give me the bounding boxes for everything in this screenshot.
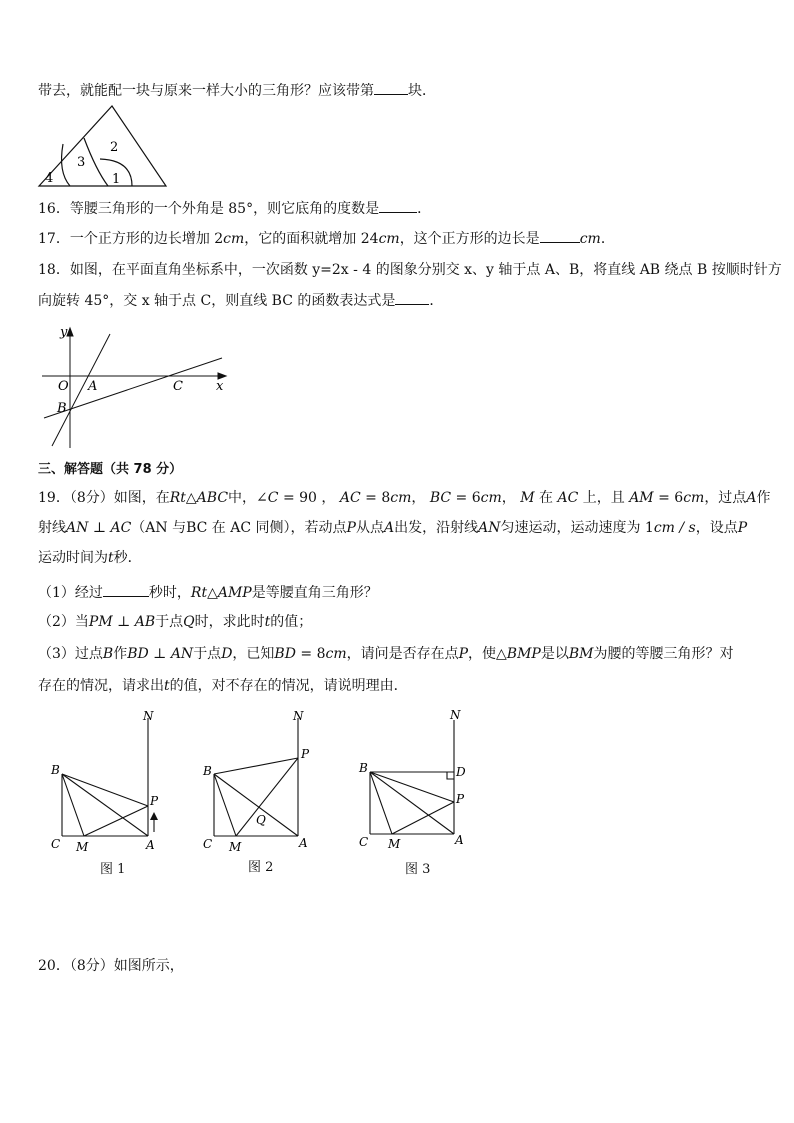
q19-l2-perp: ⊥ xyxy=(88,520,111,536)
up-arrow-icon xyxy=(150,812,158,820)
q19-l1-am: AM xyxy=(629,490,654,506)
segment-bp xyxy=(62,774,148,806)
figure-3-caption: 图 3 xyxy=(405,862,431,877)
q19-l3-a: 运动时间为 xyxy=(38,550,108,566)
q19-p1-answer-blank[interactable] xyxy=(103,582,149,597)
q16-end: ． xyxy=(417,201,432,217)
q19-p3-a: （3）过点 xyxy=(38,646,103,662)
q18-line-2 xyxy=(38,290,443,311)
q17-line xyxy=(38,228,615,249)
line-bc xyxy=(44,358,222,418)
fig1-label-a: A xyxy=(146,838,155,852)
q19-l1-pa: A xyxy=(746,490,757,506)
q19-p2-pm: PM xyxy=(88,614,113,630)
q19-l1-cvar: C xyxy=(267,490,279,506)
q16-line xyxy=(38,198,431,219)
q19-p1-tri: △AMP xyxy=(207,585,252,601)
q19-l1-tri: △ABC xyxy=(185,490,229,506)
q19-p3-dvar: D xyxy=(221,646,233,662)
fig3-label-m: M xyxy=(388,837,401,851)
fig2-label-m: M xyxy=(229,840,242,854)
fig3-label-a: A xyxy=(455,833,464,847)
q19-l2-f: ，设点 xyxy=(695,520,738,536)
q19-p3b-b: 的值，对不存在的情况，请说明理由． xyxy=(169,678,408,694)
q20-line: 20．（8分）如图所示， xyxy=(38,958,184,974)
q19-line-1 xyxy=(38,488,770,508)
fig2-label-c: C xyxy=(203,837,213,851)
q19-l1-cm3: cm xyxy=(683,490,705,506)
q19-l2-a: 射线 xyxy=(38,520,66,536)
q19-p2-t: t xyxy=(264,614,271,630)
q19-l1-amval: = 6 xyxy=(653,490,684,506)
q17-unit-c: cm xyxy=(579,231,601,247)
q15-triangle-figure xyxy=(36,104,170,190)
q19-l1-rt: Rt xyxy=(169,490,186,506)
q17-unit-a: cm xyxy=(223,231,245,247)
q19-p1-b: 秒时， xyxy=(148,585,191,601)
piece-label-4: 4 xyxy=(45,171,54,186)
q19-part-1 xyxy=(38,582,378,603)
q19-line-2 xyxy=(38,518,747,538)
q19-l1-bcval: = 6 xyxy=(451,490,481,506)
right-angle-mark xyxy=(447,772,454,779)
triangle-outline xyxy=(39,106,166,186)
q19-p3b-a: 存在的情况，请求出 xyxy=(38,678,164,694)
q19-p3-e: ，请问是否存在点 xyxy=(346,646,459,662)
q19-p3-perp: ⊥ xyxy=(148,646,171,662)
q19-l1-ac2: AC xyxy=(557,490,579,506)
q19-p3b-t: t xyxy=(164,678,170,694)
label-c: C xyxy=(173,379,183,394)
q19-part-2 xyxy=(38,612,312,632)
q19-part-3-line-2 xyxy=(38,676,408,696)
figure-2 xyxy=(198,706,328,856)
segment-mp xyxy=(392,802,454,834)
fig1-label-n: N xyxy=(143,709,154,723)
q19-line-3 xyxy=(38,548,142,568)
segment-bm xyxy=(214,774,236,836)
q19-l2-unit: cm / s xyxy=(653,520,696,536)
segment-ba xyxy=(370,772,454,834)
q19-p3-f: ，使 xyxy=(468,646,497,662)
q19-l3-b: 秒． xyxy=(113,550,142,566)
q19-p3-h: 为腰的等腰三角形？对 xyxy=(593,646,734,662)
segment-mp xyxy=(84,806,148,836)
q19-p2-q: Q xyxy=(183,614,195,630)
q19-l1-ac: AC xyxy=(339,490,361,506)
q18-line-1: 18．如图，在平面直角坐标系中，一次函数 y=2x - 4 的图象分别交 x、y 轴于点 A、B，将直线 AB 绕点 B 按顺时针方 xyxy=(38,262,782,278)
q19-p3-tri: △BMP xyxy=(496,646,541,662)
q19-p3-val: = 8 xyxy=(295,646,326,662)
piece-label-1: 1 xyxy=(112,172,121,187)
fig1-label-p: P xyxy=(150,794,159,808)
fig1-label-b: B xyxy=(51,763,60,777)
q15-answer-blank[interactable] xyxy=(374,80,408,95)
segment-bm xyxy=(370,772,392,834)
q19-p3-bvar: B xyxy=(102,646,114,662)
q18-coordinate-figure xyxy=(36,322,232,452)
q19-p3-bd2: BD xyxy=(274,646,296,662)
q18-end: ． xyxy=(429,293,444,309)
q19-l1-b: 中，∠ xyxy=(228,490,268,506)
q19-l3-t: t xyxy=(108,550,114,566)
label-y: y xyxy=(60,325,68,340)
tear-line-middle xyxy=(84,138,108,186)
fig2-label-p: P xyxy=(301,747,310,761)
q19-l1-acval: = 8 xyxy=(360,490,391,506)
figure-3 xyxy=(354,706,484,856)
figure-1 xyxy=(46,706,176,856)
fig3-label-d: D xyxy=(456,765,466,779)
figure-1-caption: 图 1 xyxy=(100,862,126,877)
q19-l1-on2: 上，且 xyxy=(578,490,630,506)
fig2-label-q: Q xyxy=(256,813,266,827)
q17-text-a: 17．一个正方形的边长增加 2 xyxy=(38,231,224,247)
q19-l1-tail2: 作 xyxy=(756,490,771,506)
q19-l2-p2: P xyxy=(737,520,748,536)
q17-end: ． xyxy=(600,231,615,247)
q19-p2-a: （2）当 xyxy=(38,614,89,630)
piece-label-2: 2 xyxy=(110,140,119,155)
q19-p3-bd: BD xyxy=(127,646,149,662)
q19-l1-cval: = 90 ， xyxy=(278,490,340,506)
segment-bm xyxy=(62,774,84,836)
label-a: A xyxy=(88,379,98,394)
q19-l1-bc: BC xyxy=(429,490,452,506)
q19-l2-an: AN xyxy=(66,520,89,536)
y-axis-arrow-icon xyxy=(67,328,73,336)
q19-p3-c: 于点 xyxy=(193,646,222,662)
q19-l2-b: （AN 与BC 在 AC 同侧），若动点 xyxy=(131,520,347,536)
fig1-label-m: M xyxy=(76,840,89,854)
q19-l2-e: 匀速运动，运动速度为 1 xyxy=(500,520,654,536)
q17-text-c: ，这个正方形的边长是 xyxy=(399,231,540,247)
q15-text: 带去，就能配一块与原来一样大小的三角形？应该带第 xyxy=(38,83,374,99)
q19-p3-b: 作 xyxy=(113,646,128,662)
q17-text-b: ，它的面积就增加 24 xyxy=(244,231,379,247)
q16-text: 16．等腰三角形的一个外角是 85°，则它底角的度数是 xyxy=(38,201,380,217)
fig3-label-n: N xyxy=(450,708,461,722)
q19-l1-sep1: ， xyxy=(411,490,430,506)
q17-unit-b: cm xyxy=(378,231,400,247)
q19-p3-d: ，已知 xyxy=(232,646,275,662)
label-o: O xyxy=(58,379,69,394)
fig3-label-c: C xyxy=(359,835,369,849)
q19-p2-perp: ⊥ xyxy=(112,614,135,630)
q19-l1-cm1: cm xyxy=(390,490,412,506)
q15-line xyxy=(38,80,436,101)
q19-p3-g: 是以 xyxy=(540,646,569,662)
fig2-label-a: A xyxy=(299,836,308,850)
segment-bp xyxy=(370,772,454,802)
q19-p2-b: 于点 xyxy=(155,614,184,630)
q19-l2-p: P xyxy=(346,520,356,536)
q18-answer-blank[interactable] xyxy=(395,290,429,305)
q19-l1-on: 在 xyxy=(534,490,558,506)
q16-answer-blank[interactable] xyxy=(379,198,417,213)
q19-p2-ab: AB xyxy=(134,614,156,630)
fig3-label-b: B xyxy=(359,761,368,775)
q19-p3-an: AN xyxy=(170,646,194,662)
piece-label-3: 3 xyxy=(77,155,86,170)
fig2-label-b: B xyxy=(203,764,212,778)
q19-p3-bm: BM xyxy=(568,646,594,662)
fig1-label-c: C xyxy=(51,837,61,851)
q15-end: 块． xyxy=(408,83,436,99)
q19-l1-cm2: cm xyxy=(480,490,502,506)
fig3-label-p: P xyxy=(456,792,465,806)
figure-2-caption: 图 2 xyxy=(248,860,274,875)
q19-l2-ac: AC xyxy=(110,520,132,536)
q19-p2-c: 时，求此时 xyxy=(194,614,265,630)
q19-p1-rt: Rt xyxy=(190,585,208,601)
segment-bp xyxy=(214,758,298,774)
q19-l2-c: 从点 xyxy=(355,520,384,536)
q19-l2-pa: A xyxy=(383,520,395,536)
q19-p3-p: P xyxy=(458,646,469,662)
q19-p1-a: （1）经过 xyxy=(38,585,103,601)
q19-l2-d: 出发，沿射线 xyxy=(394,520,479,536)
tear-line-left xyxy=(62,144,70,186)
q19-l2-an2: AN xyxy=(478,520,501,536)
q19-l1-tail: ，过点 xyxy=(704,490,747,506)
fig2-label-n: N xyxy=(293,709,304,723)
section-heading: 三、解答题（共 78 分） xyxy=(38,462,183,477)
label-b: B xyxy=(57,401,67,416)
q19-l1-sep2: ， xyxy=(501,490,521,506)
q19-l1-m: M xyxy=(520,490,535,506)
q19-l1-a: 19．（8分）如图，在 xyxy=(38,490,170,506)
q19-p1-c: 是等腰直角三角形？ xyxy=(251,585,378,601)
q19-p3-cm: cm xyxy=(325,646,347,662)
label-x: x xyxy=(216,379,224,394)
q18-text: 向旋转 45°，交 x 轴于点 C，则直线 BC 的函数表达式是 xyxy=(38,293,396,309)
q19-part-3-line-1 xyxy=(38,644,733,664)
q17-answer-blank[interactable] xyxy=(540,228,580,243)
q19-p2-d: 的值； xyxy=(270,614,313,630)
